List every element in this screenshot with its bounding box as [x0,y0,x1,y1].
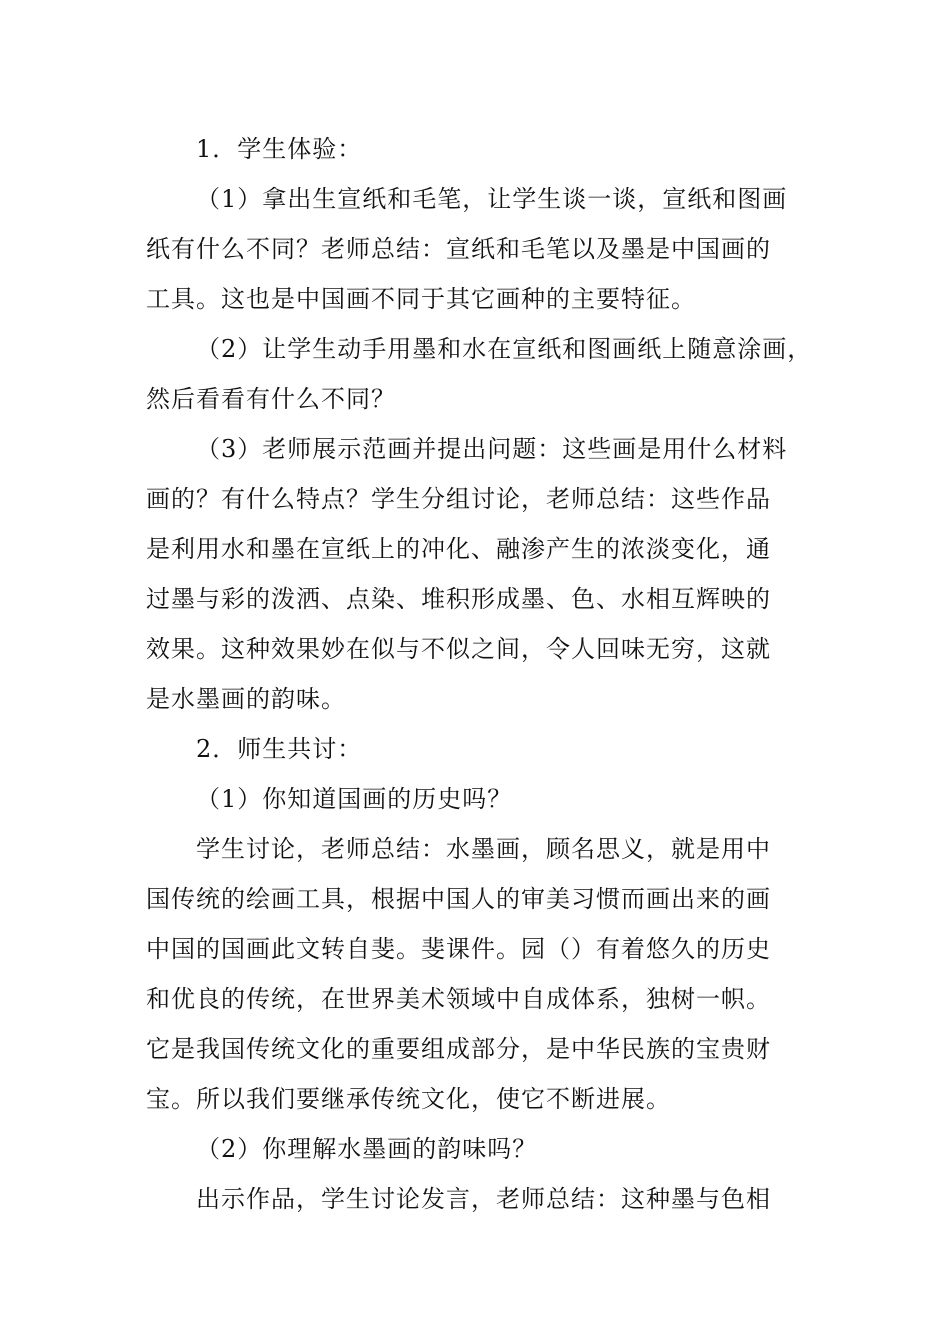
paragraph-line: 是利用水和墨在宣纸上的冲化、融渗产生的浓淡变化，通 [146,535,771,563]
paragraph-line: （3）老师展示范画并提出问题：这些画是用什么材料 [196,435,788,463]
paragraph-line: （1）拿出生宣纸和毛笔，让学生谈一谈，宣纸和图画 [196,185,788,213]
paragraph-line: （2）你理解水墨画的韵味吗？ [196,1135,538,1163]
paragraph-line: 宝。所以我们要继承传统文化，使它不断进展。 [146,1085,671,1113]
paragraph-line: 国传统的绘画工具，根据中国人的审美习惯而画出来的画 [146,885,771,913]
heading-teacher-student-discussion: 2．师生共讨： [196,735,363,763]
paragraph-line: （2）让学生动手用墨和水在宣纸和图画纸上随意涂画， [196,335,813,363]
paragraph-line: 和优良的传统，在世界美术领域中自成体系，独树一帜。 [146,985,771,1013]
paragraph-line: 效果。这种效果妙在似与不似之间，令人回味无穷，这就 [146,635,771,663]
heading-student-experience: 1．学生体验： [196,135,363,163]
paragraph-line: 画的？有什么特点？学生分组讨论，老师总结：这些作品 [146,485,771,513]
paragraph-line: 中国的国画此文转自斐。斐课件。园（）有着悠久的历史 [146,935,771,963]
paragraph-line: （1）你知道国画的历史吗？ [196,785,513,813]
paragraph-line: 过墨与彩的泼洒、点染、堆积形成墨、色、水相互辉映的 [146,585,771,613]
paragraph-line: 出示作品，学生讨论发言，老师总结：这种墨与色相 [196,1185,771,1213]
paragraph-line: 工具。这也是中国画不同于其它画种的主要特征。 [146,285,696,313]
paragraph-line: 它是我国传统文化的重要组成部分，是中华民族的宝贵财 [146,1035,771,1063]
paragraph-line: 然后看看有什么不同？ [146,385,396,413]
paragraph-line: 纸有什么不同？老师总结：宣纸和毛笔以及墨是中国画的 [146,235,771,263]
paragraph-line: 学生讨论，老师总结：水墨画，顾名思义，就是用中 [196,835,771,863]
paragraph-line: 是水墨画的韵味。 [146,685,346,713]
